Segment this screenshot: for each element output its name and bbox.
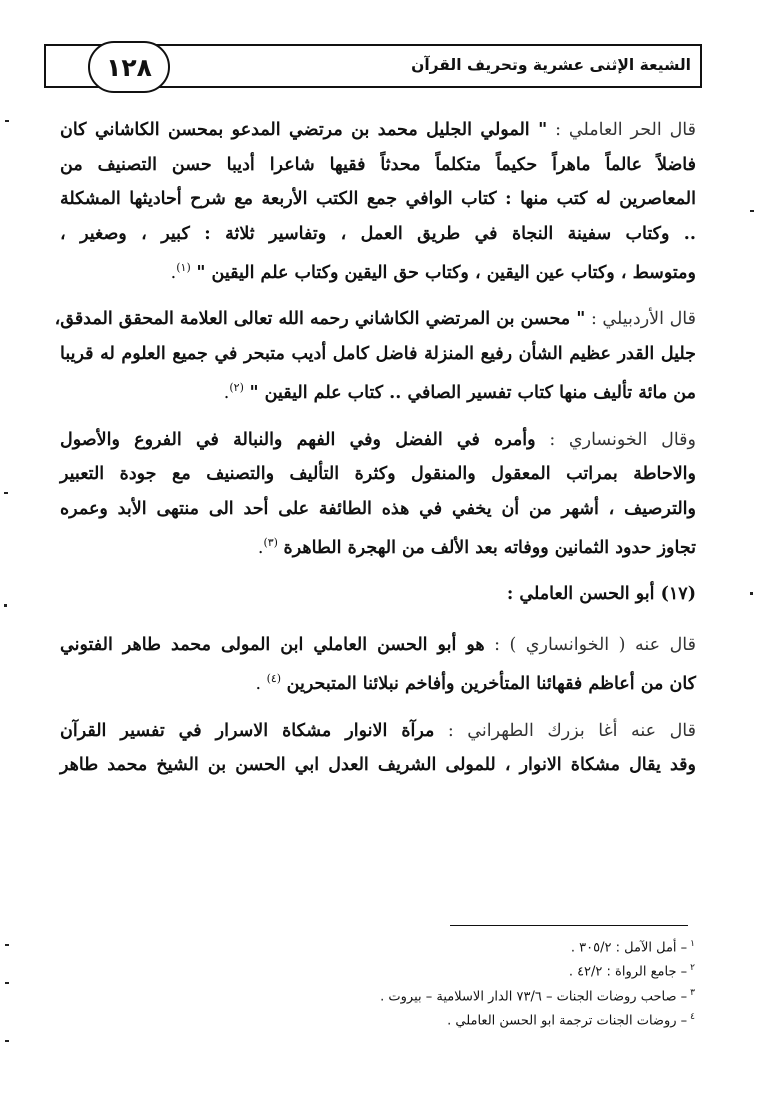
footnote-ref[interactable]: (٤) [266, 672, 282, 686]
running-title: الشيعة الإثنى عشرية وتحريف القرآن [411, 56, 691, 74]
quote-intro: قال عنه ( الخوانساري ) : [494, 634, 696, 655]
main-text [54, 113, 696, 795]
text-line: تجاوز حدود الثمانين ووفاته بعد الألف من الهجرة الطاهرة $^{(٣)}$. [257, 536, 696, 558]
text-line: ومتوسط ، وكتاب عين اليقين ، وكتاب حق اليقين وكتاب علم اليقين " $^{(١)}$. [170, 261, 696, 283]
scan-edge-mark [750, 592, 753, 595]
footnote-ref[interactable]: (٣) [263, 536, 278, 550]
quote-text: وأمره في الفضل وفي الفهم والنبالة في الفروع والأصول [60, 429, 536, 450]
paragraph-ardabili [54, 302, 696, 410]
text-line: جليل القدر عظيم الشأن رفيع المنزلة فاضل كامل أديب متبحر في جميع العلوم له قريبا [60, 343, 696, 364]
scan-edge-mark [5, 944, 9, 946]
footnote-item [75, 958, 695, 982]
paragraph-khonsari [60, 423, 696, 566]
quote-text: تجاوز حدود الثمانين ووفاته بعد الألف من الهجرة الطاهرة [283, 537, 696, 558]
footnote-item [75, 1007, 695, 1031]
quote-intro: وقال الخونساري : [549, 429, 696, 450]
footnote-number: ٤ [690, 1011, 695, 1022]
scan-edge-mark [5, 982, 9, 984]
text-line: والترصيف ، أشهر من أن يخفي في هذه الطائفة على أحد الى منتهى الأبد وعمره [60, 498, 696, 519]
footnote-item [75, 934, 695, 958]
quote-text: " محسن بن المرتضي الكاشاني رحمه الله تعالى العلامة المحقق المدقق، [54, 309, 586, 330]
footnotes [75, 934, 695, 1031]
quote-intro: قال عنه أغا بزرك الطهراني : [447, 720, 696, 741]
footnote-number: ٣ [690, 987, 695, 998]
text-line: كان من أعاظم فقهائنا المتأخرين وأفاخم نبلائنا المتبحرين $^{(٤)}$ . [255, 672, 696, 695]
footnote-text: – جامع الرواة : ٤٢/٢ . [568, 964, 688, 980]
footnote-ref[interactable]: (١) [176, 261, 191, 274]
footnote-divider [450, 925, 688, 926]
quote-text: من مائة تأليف منها كتاب تفسير الصافي .. كتاب علم اليقين " [249, 383, 696, 404]
text-line [60, 113, 696, 148]
paragraph-hurr-amili [60, 113, 696, 290]
footnote-number: ٢ [690, 963, 695, 974]
quote-text: مرآة الانوار مشكاة الاسرار في تفسير القرآن [60, 720, 435, 741]
quote-text: كان من أعاظم فقهائنا المتأخرين وأفاخم نبلائنا المتبحرين [286, 674, 696, 695]
footnote-text: – صاحب روضات الجنات – ٧٣/٦ الدار الاسلامية – بيروت . [380, 988, 688, 1004]
text-line [60, 423, 696, 458]
text-line: من مائة تأليف منها كتاب تفسير الصافي .. كتاب علم اليقين " $^{(٢)}$. [223, 381, 696, 404]
scan-edge-mark [5, 1040, 9, 1042]
text-line: والاحاطة بمراتب المعقول والمنقول وكثرة التأليف والتصنيف مع جودة التعبير [60, 464, 696, 485]
text-line: المعاصرين له كتب منها : كتاب الوافي جمع الكتب الأربعة مع شرح أحاديثها المشكلة [60, 189, 696, 209]
text-line [54, 302, 696, 337]
scan-edge-mark [4, 492, 8, 494]
page-number: ١٢٨ [88, 41, 170, 93]
section-heading: (١٧) أبو الحسن العاملي : [506, 584, 696, 605]
text-line [60, 714, 696, 749]
footnote-item [75, 983, 695, 1007]
quote-intro: قال الأردبيلي : [590, 309, 696, 330]
paragraph-abul-hasan [60, 628, 696, 702]
scan-edge-mark [4, 604, 7, 607]
quote-text: هو أبو الحسن العاملي ابن المولى محمد طاهر الفتوني [60, 634, 485, 655]
footnote-text: – روضات الجنات ترجمة ابو الحسن العاملي . [447, 1013, 688, 1029]
text-line: فاضلاً عالماً ماهراً حكيماً متكلماً محدثاً فقيها شاعرا أديبا حسن التصنيف من [60, 154, 696, 175]
quote-text: " المولي الجليل محمد بن مرتضي المدعو بمحسن الكاشاني كان [60, 120, 548, 140]
scan-edge-mark [750, 210, 754, 212]
text-line: .. وكتاب سفينة النجاة في طريق العمل ، وتفاسير ثلاثة : كبير ، وصغير ، [60, 223, 696, 244]
footnote-number: ١ [690, 939, 695, 949]
text-line: وقد يقال مشكاة الانوار ، للمولى الشريف العدل ابي الحسن بن الشيخ محمد طاهر [60, 755, 696, 776]
paragraph-tehrani [60, 714, 696, 783]
scan-edge-mark [5, 120, 9, 122]
footnote-text: – أمل الآمل : ٣٠٥/٢ . [570, 940, 688, 956]
quote-intro: قال الحر العاملي : [555, 120, 696, 140]
quote-text: ومتوسط ، وكتاب عين اليقين ، وكتاب حق اليقين وكتاب علم اليقين " [196, 262, 696, 283]
footnote-ref[interactable]: (٢) [229, 381, 244, 395]
text-line [60, 628, 696, 663]
